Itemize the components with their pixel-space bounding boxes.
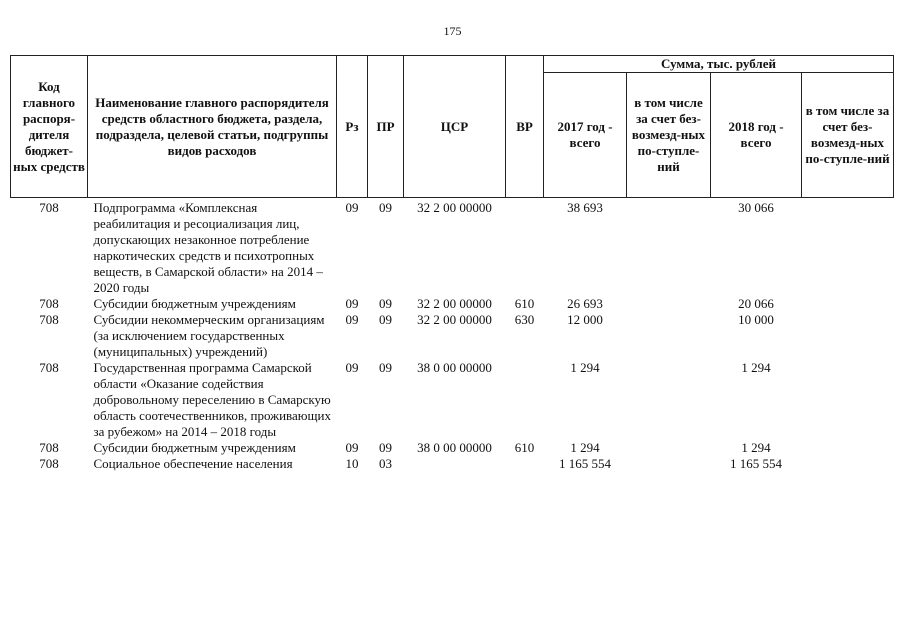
cell-pr: 09: [379, 312, 392, 327]
table-row: [11, 440, 894, 456]
header-sum-group: Сумма, тыс. рублей: [544, 56, 894, 73]
cell-csr: 38 0 00 00000: [417, 440, 492, 455]
cell-2017-gratuitous: [627, 440, 711, 456]
cell-code: 708: [39, 312, 59, 327]
cell-2018-gratuitous: [802, 296, 894, 312]
cell-code: 708: [39, 296, 59, 311]
cell-code: 708: [39, 360, 59, 375]
cell-2018-total: 30 066: [738, 200, 774, 215]
budget-table: [10, 55, 894, 472]
cell-csr: 32 2 00 00000: [417, 312, 492, 327]
cell-2018-total: 20 066: [738, 296, 774, 311]
header-pr: ПР: [368, 56, 404, 198]
table-body: [11, 198, 894, 473]
cell-2018-gratuitous: [802, 456, 894, 472]
cell-rz: 10: [345, 456, 359, 471]
cell-vr: [506, 198, 544, 297]
cell-csr: 32 2 00 00000: [417, 296, 492, 311]
header-2017-gratuitous: в том числе за счет без-возмезд-ных по-ступле-ний: [627, 73, 711, 198]
table-row: [11, 198, 894, 297]
cell-2017-gratuitous: [627, 296, 711, 312]
header-rz: Рз: [337, 56, 368, 198]
cell-vr: 610: [514, 296, 535, 311]
cell-rz: 09: [345, 360, 359, 375]
cell-2018-total: 10 000: [738, 312, 774, 327]
cell-csr: [404, 456, 506, 472]
cell-code: 708: [39, 200, 59, 215]
cell-pr: 03: [379, 456, 392, 471]
cell-name: Социальное обеспечение населения: [93, 456, 293, 471]
cell-vr: 630: [514, 312, 535, 327]
cell-rz: 09: [345, 312, 359, 327]
table-header: [11, 56, 894, 198]
header-csr: ЦСР: [404, 56, 506, 198]
cell-2018-gratuitous: [802, 198, 894, 297]
cell-pr: 09: [379, 200, 392, 215]
cell-2017-gratuitous: [627, 198, 711, 297]
table-row: [11, 360, 894, 440]
cell-name: Государственная программа Самарской области «Оказание содействия добровольному переселению в Самарскую область соотечественников, проживающих за рубежом» на 2014 – 2018 годы: [93, 360, 331, 439]
page-number: 175: [443, 24, 462, 38]
header-vr: ВР: [506, 56, 544, 198]
cell-rz: 09: [345, 296, 359, 311]
header-2018-total: 2018 год - всего: [711, 73, 802, 198]
header-2018-gratuitous: в том числе за счет без-возмезд-ных по-ступле-ний: [802, 73, 894, 198]
cell-pr: 09: [379, 296, 392, 311]
cell-name: Субсидии бюджетным учреждениям: [93, 296, 296, 311]
cell-2017-total: 1 294: [570, 440, 600, 455]
cell-name: Субсидии некоммерческим организациям (за исключением государственных (муниципальных) учреждений): [93, 312, 325, 359]
cell-2017-gratuitous: [627, 456, 711, 472]
table-row: [11, 296, 894, 312]
cell-2017-total: 26 693: [567, 296, 603, 311]
cell-csr: 38 0 00 00000: [417, 360, 492, 375]
cell-vr: [506, 456, 544, 472]
cell-2017-total: 1 165 554: [559, 456, 611, 471]
cell-code: 708: [39, 456, 59, 471]
cell-rz: 09: [345, 200, 359, 215]
cell-vr: 610: [514, 440, 535, 455]
header-code: Код главного распоря-дителя бюджет-ных средств: [11, 56, 88, 198]
cell-2017-gratuitous: [627, 312, 711, 360]
cell-rz: 09: [345, 440, 359, 455]
header-2017-total: 2017 год - всего: [544, 73, 627, 198]
cell-name: Субсидии бюджетным учреждениям: [93, 440, 296, 455]
cell-2018-gratuitous: [802, 312, 894, 360]
cell-2017-total: 12 000: [567, 312, 603, 327]
cell-2018-gratuitous: [802, 440, 894, 456]
cell-2018-gratuitous: [802, 360, 894, 440]
cell-2018-total: 1 165 554: [730, 456, 782, 471]
cell-2017-total: 1 294: [570, 360, 600, 375]
cell-2017-gratuitous: [627, 360, 711, 440]
cell-name: Подпрограмма «Комплексная реабилитация и ресоциализация лиц, допускающих незаконное потребление наркотических средств и психотропных веществ, в Самарской области» на 2014 – 2020 годы: [93, 200, 323, 295]
header-name: Наименование главного распорядителя средств областного бюджета, раздела, подраздела, целевой статьи, подгруппы видов расходов: [88, 56, 337, 198]
cell-pr: 09: [379, 440, 392, 455]
table-row: [11, 456, 894, 472]
cell-pr: 09: [379, 360, 392, 375]
cell-vr: [506, 360, 544, 440]
table-row: [11, 312, 894, 360]
cell-code: 708: [39, 440, 59, 455]
cell-2017-total: 38 693: [567, 200, 603, 215]
cell-2018-total: 1 294: [741, 360, 771, 375]
cell-2018-total: 1 294: [741, 440, 771, 455]
cell-csr: 32 2 00 00000: [417, 200, 492, 215]
